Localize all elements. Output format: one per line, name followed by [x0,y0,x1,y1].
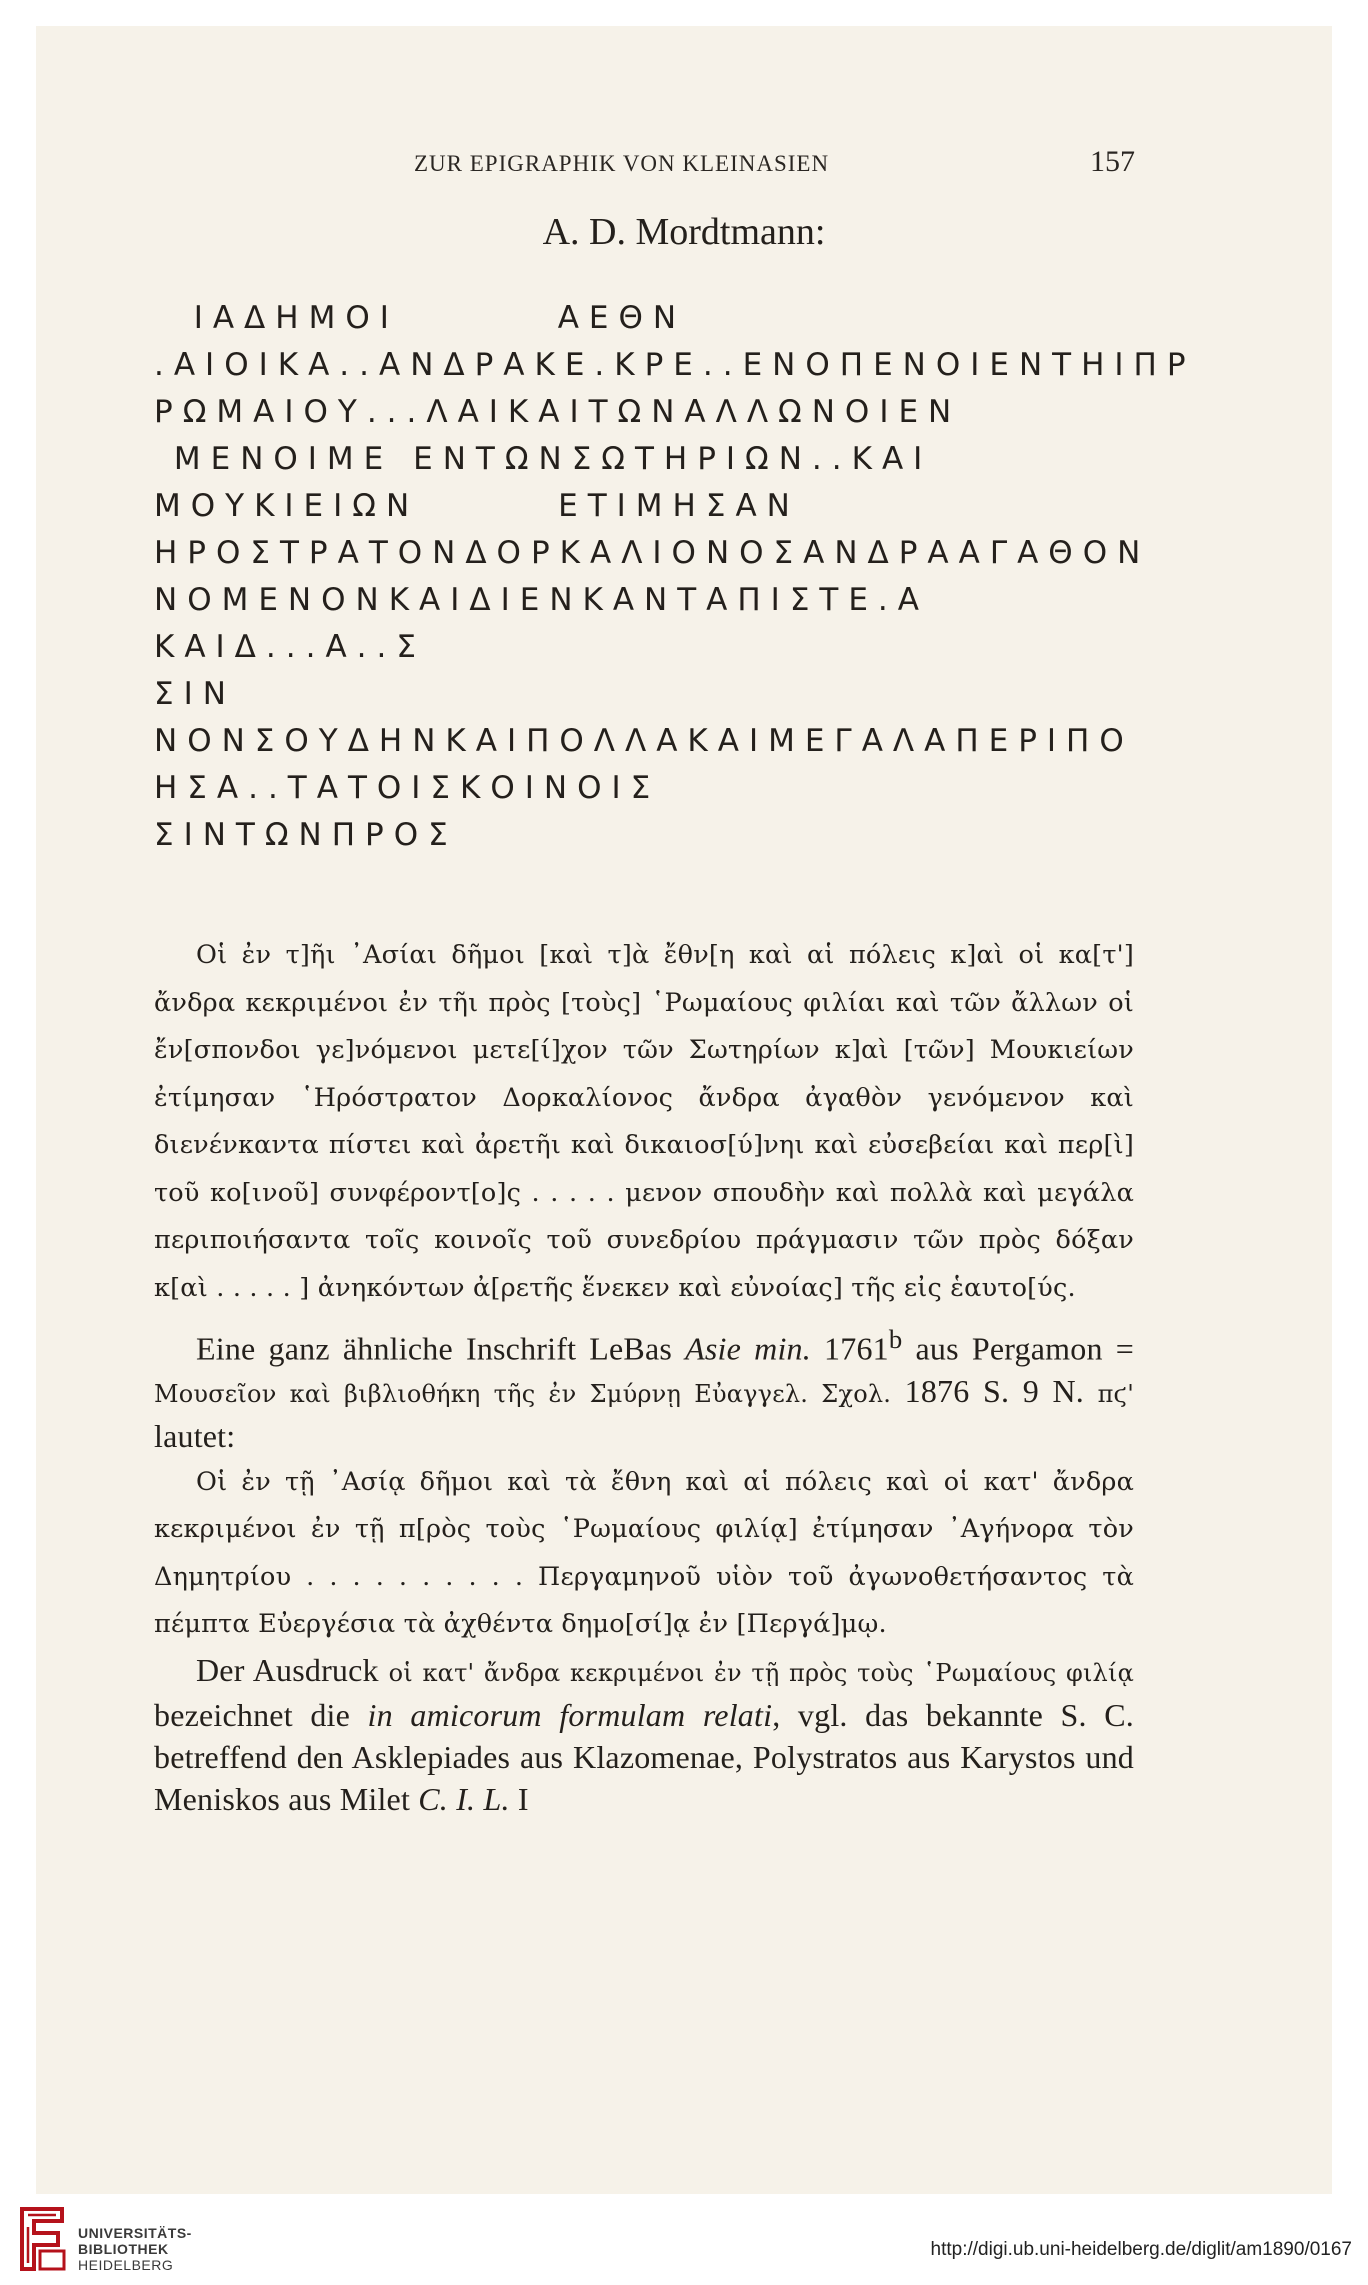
inscription-line: ΚΑΙΔ...Α..Σ [154,629,426,665]
logo-text-line: BIBLIOTHEK [78,2241,169,2257]
paragraph-expression [154,1649,1134,1820]
library-logo-icon [14,2203,70,2275]
logo-text-line: UNIVERSITÄTS- [78,2225,192,2241]
inscription-line: ΣΙΝΤΩΝΠΡΟΣ [154,817,458,853]
inscription-line: ΗΣΑ..ΤΑΤΟΙΣΚΟΙΝΟΙΣ [154,770,661,806]
paragraph-comparison [154,1318,1134,1457]
italic-phrase: in amicorum formulam relati [367,1696,773,1733]
inscription-block [154,295,1196,859]
italic-reference: Asie min. [685,1330,811,1367]
text-run: bezeichnet die [154,1696,368,1733]
inscription-line: ΜΟΥΚΙΕΙΩΝ ΕΤΙΜΗΣΑΝ [154,488,800,524]
greek-quote: Οἱ ἐν τῇ ᾿Ασίᾳ δῆμοι καὶ τὰ ἔθνη καὶ αἱ πόλεις καὶ οἱ κατ' ἄνδρα κεκριμένοι ἐν τῇ π[ρὸς τοὺς ῾Ρωμαίους φιλίᾳ] ἐτίμησαν ᾿Αγήνορα τὸν Δημητρίου . . . . . . . . . . Περγαμηνοῦ υἱὸν τοῦ ἀγωνοθετήσαντος τὰ πέμπτα Εὐεργέσια τὰ ἀχθέντα δημο[σί]ᾳ ἐν [Περγά]μῳ. [154,1466,1134,1640]
text-run: I [509,1780,529,1817]
author-heading: A. D. Mordtmann: [542,211,826,253]
page-number: 157 [1090,145,1135,178]
inscription-line: ΗΡΟΣΤΡΑΤΟΝΔΟΡΚΑΛΙΟΝΟΣΑΝΔΡΑΑΓΑΘΟΝ [154,535,1151,571]
inscription-line: ΙΑΔΗΜΟΙ ΑΕΘΝ [154,300,687,336]
text-run: , vgl. das bekannte S. C. betreffend den Asklepiades aus Klazomenae, Polystratos aus Karystos und Meniskos aus Milet [154,1696,1135,1817]
text-run: aus Pergamon = [902,1330,1135,1367]
footer [0,2197,1368,2285]
permalink-url[interactable]: http://digi.ub.uni-heidelberg.de/diglit/am1890/0167 [930,2239,1352,2260]
text-run: Der Ausdruck [196,1651,389,1688]
logo-text-line: HEIDELBERG [78,2257,174,2273]
inscription-line: .ΑΙΟΙΚΑ..ΑΝΔΡΑΚΕ.ΚΡΕ..ΕΝΟΠΕΝΟΙΕΝΤΗΙΠΡ [154,347,1196,383]
superscript: b [888,1324,903,1354]
inscription-line: ΜΕΝΟΙΜΕ ΕΝΤΩΝΣΩΤΗΡΙΩΝ..ΚΑΙ [154,441,933,477]
inscription-line: ΝΟΝΣΟΥΔΗΝΚΑΙΠΟΛΛΑΚΑΙΜΕΓΑΛΑΠΕΡΙΠΟ [154,723,1134,759]
greek-inline: οἱ κατ' ἄνδρα κεκριμένοι ἐν τῇ πρὸς τοὺς ῾Ρωμαίους φιλίᾳ [388,1658,1134,1687]
text-run: Eine ganz ähnliche Inschrift LeBas [196,1330,686,1367]
body-text [154,932,1134,1820]
text-run: lautet: [154,1417,236,1454]
text-run: 1761 [810,1330,889,1367]
greek-transcription: Οἱ ἐν τ]ῆι ᾿Ασίαι δῆμοι [καὶ τ]ὰ ἔθν[η καὶ αἱ πόλεις κ]αὶ οἱ κα[τ'] ἄνδρα κεκριμένοι ἐν τῆι πρὸς [τοὺς] ῾Ρωμαίους φιλίαι καὶ τῶν ἄλλων οἱ ἔν[σπονδοι γε]νόμενοι μετε[ί]χον τῶν Σωτηρίων κ]αὶ [τῶν] Μουκιείων ἐτίμησαν ῾Ηρόστρατον Δορκαλίονος ἄνδρα ἀγαθὸν γενόμενον καὶ διενένκαντα πίστει καὶ ἀρετῆι καὶ δικαιοσ[ύ]νηι καὶ εὐσεβείαι καὶ περ[ὶ] τοῦ κο[ινοῦ] συνφέροντ[ο]ς . . . . . μενον σπουδὴν καὶ πολλὰ καὶ μεγάλα περιποιήσαντα τοῖς κοινοῖς τοῦ συνεδρίου πράγμασιν τῶν πρὸς δόξαν κ[αὶ . . . . . ] ἀνηκόντων ἀ[ρετῆς ἕνεκεν καὶ εὐνοίας] τῆς εἰς ἑαυτο[ύς. [154,940,1134,1303]
library-logo[interactable] [14,2203,264,2281]
inscription-line: ΡΩΜΑΙΟΥ...ΛΑΙΚΑΙΤΩΝΑΛΛΩΝΟΙΕΝ [154,394,962,430]
inscription-line: ΣΙΝ [154,676,236,712]
text-run: 1876 S. 9 N. [891,1372,1098,1409]
italic-reference: C. I. L. [418,1780,510,1817]
inscription-line: ΝΟΜΕΝΟΝΚΑΙΔΙΕΝΚΑΝΤΑΠΙΣΤΕ.Α [154,582,929,618]
running-head [154,135,1139,193]
greek-inline: Μουσεῖον καὶ βιβλιοθήκη τῆς ἐν Σμύρνῃ Εὐαγγελ. Σχολ. [154,1379,892,1408]
greek-inline: πϛ' [1097,1379,1134,1408]
running-title: ZUR EPIGRAPHIK VON KLEINASIEN [414,151,830,176]
